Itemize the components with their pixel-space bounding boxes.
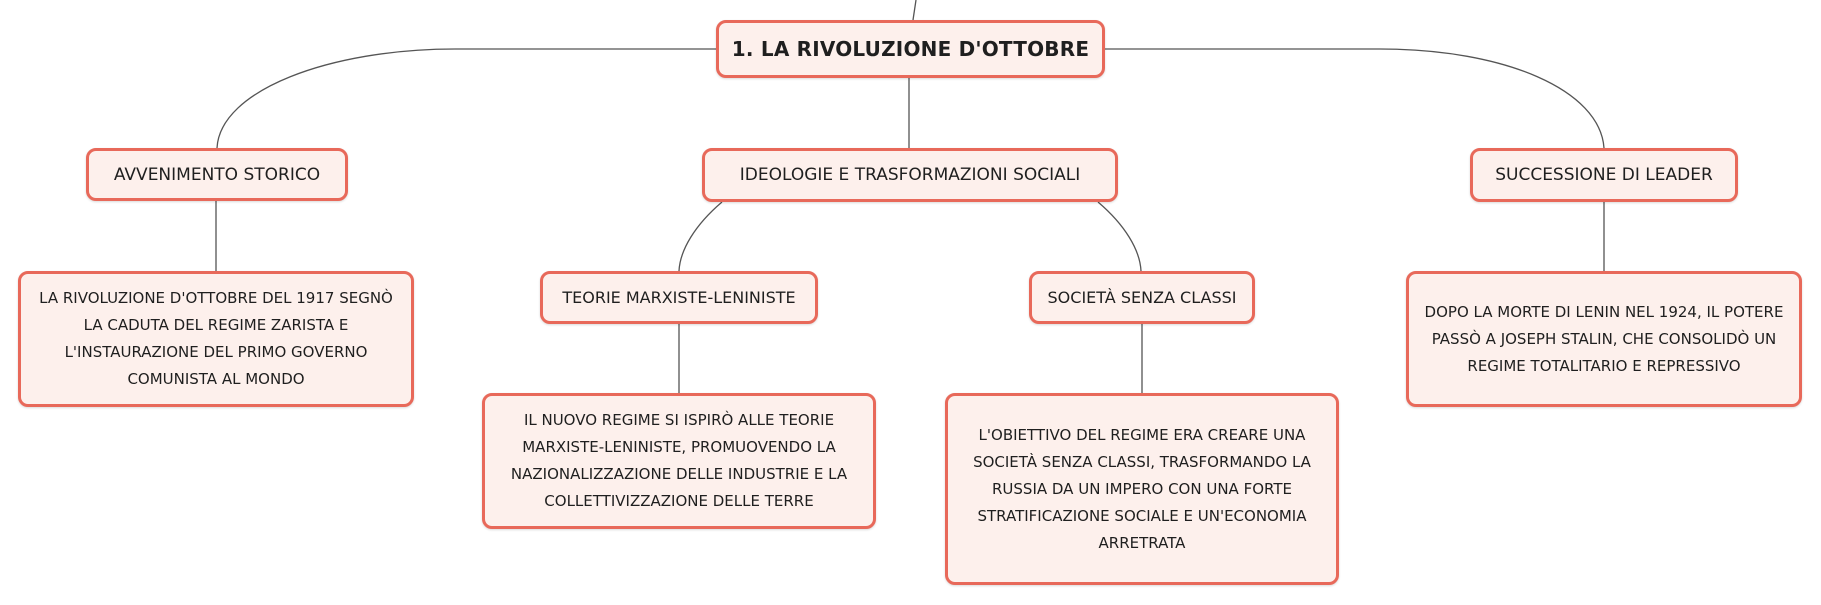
topic-label-successione-leader: SUCCESSIONE DI LEADER <box>1495 165 1713 185</box>
subtopic-node-societa-senza-classi[interactable] <box>1029 271 1255 324</box>
connector-ideologie-to-teorie <box>679 202 722 271</box>
subtopic-label-societa-senza-classi: SOCIETÀ SENZA CLASSI <box>1047 288 1237 307</box>
detail-text-teorie-marxiste: IL NUOVO REGIME SI ISPIRÒ ALLE TEORIE MARXISTE-LENINISTE, PROMUOVENDO LA NAZIONALIZZAZIONE DELLE INDUSTRIE E LA COLLETTIVIZZAZIONE DELLE TERRE <box>510 411 848 510</box>
detail-node-successione-leader[interactable] <box>1406 271 1802 407</box>
topic-label-avvenimento-storico: AVVENIMENTO STORICO <box>113 164 321 185</box>
topic-node-ideologie[interactable] <box>702 148 1118 202</box>
root-node[interactable] <box>716 20 1105 78</box>
subtopic-label-teorie-marxiste: TEORIE MARXISTE-LENINISTE <box>562 288 796 307</box>
root-node-label: 1. LA RIVOLUZIONE D'OTTOBRE <box>731 37 1090 61</box>
detail-text-successione-leader: DOPO LA MORTE DI LENIN NEL 1924, IL POTERE PASSÒ A JOSEPH STALIN, CHE CONSOLIDÒ UN REGIME TOTALITARIO E REPRESSIVO <box>1424 302 1784 375</box>
detail-text-avvenimento-storico: LA RIVOLUZIONE D'OTTOBRE DEL 1917 SEGNÒ LA CADUTA DEL REGIME ZARISTA E L'INSTAURAZIONE DEL PRIMO GOVERNO COMUNISTA AL MONDO <box>39 289 393 388</box>
connector-incoming-root <box>913 0 916 20</box>
detail-node-avvenimento-storico[interactable] <box>18 271 414 407</box>
topic-node-avvenimento-storico[interactable] <box>86 148 348 201</box>
detail-node-teorie-marxiste[interactable] <box>482 393 876 529</box>
detail-node-societa-senza-classi[interactable] <box>945 393 1339 585</box>
connector-ideologie-to-societa <box>1098 202 1141 271</box>
topic-label-ideologie: IDEOLOGIE E TRASFORMAZIONI SOCIALI <box>739 165 1081 185</box>
subtopic-node-teorie-marxiste[interactable] <box>540 271 818 324</box>
detail-text-societa-senza-classi: L'OBIETTIVO DEL REGIME ERA CREARE UNA SOCIETÀ SENZA CLASSI, TRASFORMANDO LA RUSSIA DA UN IMPERO CON UNA FORTE STRATIFICAZIONE SOCIALE E UN'ECONOMIA ARRETRATA <box>973 425 1311 552</box>
connector-root-to-storico <box>217 49 717 148</box>
connector-root-to-leader <box>1104 49 1604 148</box>
topic-node-successione-leader[interactable] <box>1470 148 1738 202</box>
